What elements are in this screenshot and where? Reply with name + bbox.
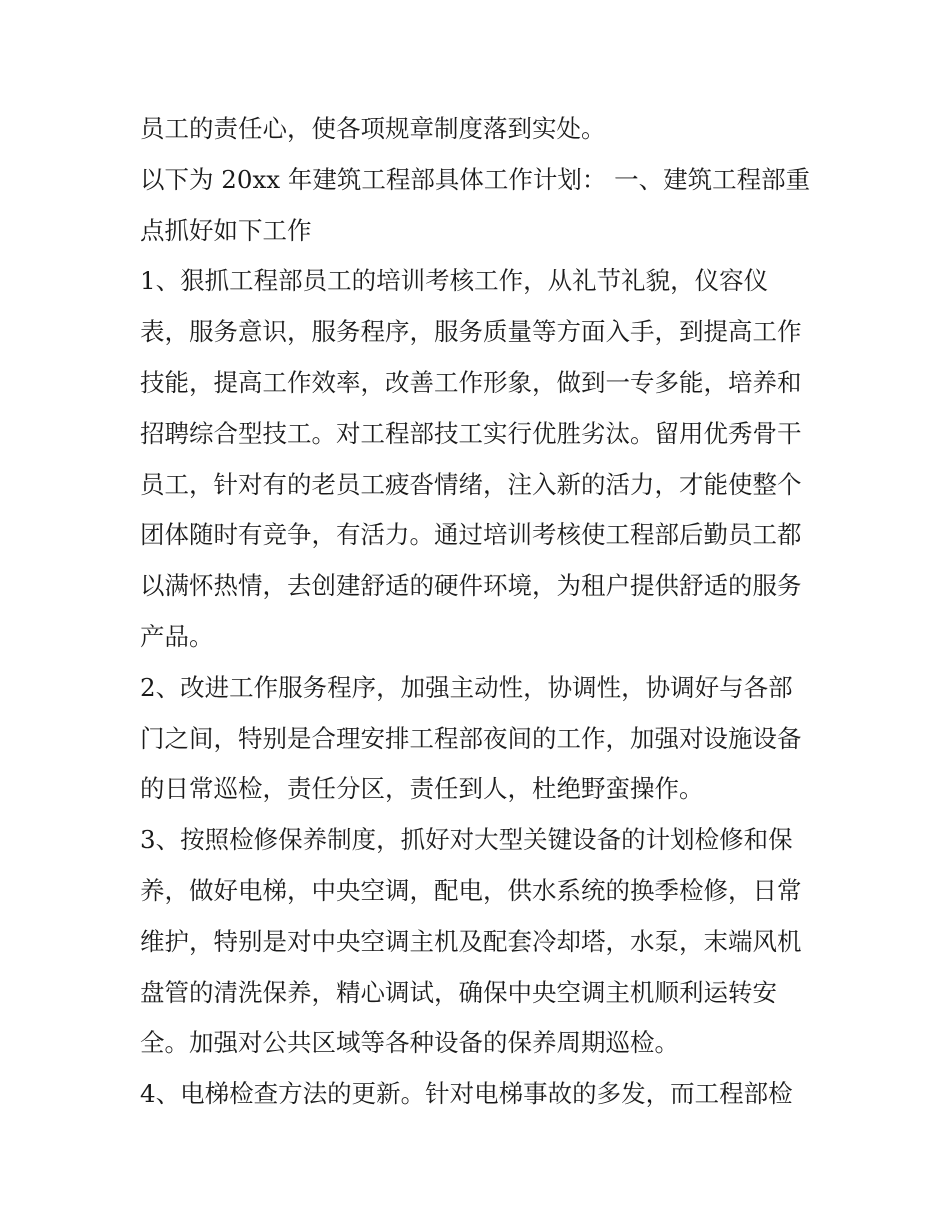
text-line: 养，做好电梯，中央空调，配电，供水系统的换季检修，日常 xyxy=(140,875,802,905)
text-line: 1、狠抓工程部员工的培训考核工作，从礼节礼貌，仪容仪 xyxy=(140,266,769,296)
text-line: 点抓好如下工作 xyxy=(140,215,312,245)
text-line: 以满怀热情，去创建舒适的硬件环境，为租户提供舒适的服务 xyxy=(140,571,802,601)
text-line: 团体随时有竞争，有活力。通过培训考核使工程部后勤员工都 xyxy=(140,520,802,550)
text-line: 2、改进工作服务程序，加强主动性，协调性，协调好与各部 xyxy=(140,672,793,702)
text-line: 3、按照检修保养制度，抓好对大型关键设备的计划检修和保 xyxy=(140,825,793,855)
text-line: 维护，特别是对中央空调主机及配套冷却塔，水泵，末端风机 xyxy=(140,926,802,956)
text-line: 产品。 xyxy=(140,621,214,651)
text-line: 4、电梯检查方法的更新。针对电梯事故的多发，而工程部检 xyxy=(140,1079,793,1109)
text-line: 全。加强对公共区域等各种设备的保养周期巡检。 xyxy=(140,1028,679,1058)
text-line: 技能，提高工作效率，改善工作形象，做到一专多能，培养和 xyxy=(140,367,802,397)
text-line: 的日常巡检，责任分区，责任到人，杜绝野蛮操作。 xyxy=(140,774,704,804)
text-line: 门之间，特别是合理安排工程部夜间的工作，加强对设施设备 xyxy=(140,723,802,753)
text-line: 员工的责任心，使各项规章制度落到实处。 xyxy=(140,114,606,143)
text-line: 盘管的清洗保养，精心调试，确保中央空调主机顺利运转安 xyxy=(140,977,777,1007)
text-line: 以下为 20xx 年建筑工程部具体工作计划： 一、建筑工程部重 xyxy=(140,164,811,194)
document-body xyxy=(140,104,820,1120)
text-line: 招聘综合型技工。对工程部技工实行优胜劣汰。留用优秀骨干 xyxy=(140,418,802,448)
text-line: 表，服务意识，服务程序，服务质量等方面入手，到提高工作 xyxy=(140,317,802,347)
text-line: 员工，针对有的老员工疲沓情绪，注入新的活力，才能使整个 xyxy=(140,469,802,499)
